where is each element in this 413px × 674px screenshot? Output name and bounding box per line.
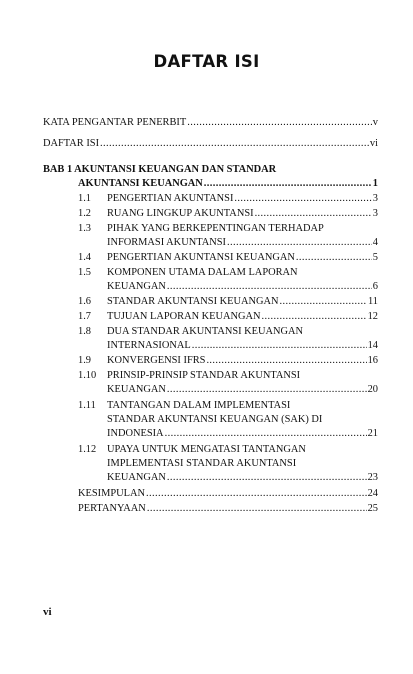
toc-entry-label-line: DUA STANDAR AKUNTANSI KEUANGAN (107, 326, 304, 337)
toc-page-number: 3 (372, 193, 378, 204)
toc-page-number: 23 (367, 472, 378, 483)
dot-leader (255, 207, 372, 221)
toc-entry-kesimpulan[interactable] (78, 487, 378, 501)
toc-entry-label: RUANG LINGKUP AKUNTANSI (107, 208, 254, 219)
toc-entry-1-11[interactable] (107, 427, 378, 441)
toc-page-number: 6 (372, 281, 378, 292)
dot-leader (146, 487, 367, 501)
toc-entry-1-3[interactable] (107, 236, 378, 250)
section-number: 1.11 (78, 400, 96, 411)
dot-leader (280, 295, 367, 309)
dot-leader (100, 137, 369, 151)
chapter-title-line: BAB 1 AKUNTANSI KEUANGAN DAN STANDAR (43, 164, 277, 175)
section-number: 1.7 (78, 311, 91, 322)
page-footer-number: vi (43, 606, 52, 618)
toc-entry-label-line: KOMPONEN UTAMA DALAM LAPORAN (107, 267, 298, 278)
toc-entry-1-1[interactable] (107, 192, 378, 206)
section-number: 1.9 (78, 355, 91, 366)
toc-entry-label: AKUNTANSI KEUANGAN (78, 178, 203, 189)
toc-entry-label-line: PIHAK YANG BERKEPENTINGAN TERHADAP (107, 223, 324, 234)
toc-page-number: 25 (367, 503, 378, 514)
toc-entry-1-5[interactable] (107, 280, 378, 294)
toc-entry-label-line: PRINSIP-PRINSIP STANDAR AKUNTANSI (107, 370, 301, 381)
toc-entry-label: DAFTAR ISI (43, 138, 100, 149)
toc-entry-label: KATA PENGANTAR PENERBIT (43, 117, 187, 128)
toc-page-number: 1 (372, 178, 378, 189)
toc-entry-label: PENGERTIAN AKUNTANSI (107, 193, 234, 204)
dot-leader (167, 471, 367, 485)
dot-leader (206, 354, 366, 368)
toc-entry-label-line: STANDAR AKUNTANSI KEUANGAN (SAK) DI (107, 414, 323, 425)
dot-leader (147, 502, 367, 516)
section-number: 1.8 (78, 326, 91, 337)
toc-entry-1-12[interactable] (107, 471, 378, 485)
toc-entry-label-line: TANTANGAN DALAM IMPLEMENTASI (107, 400, 291, 411)
toc-entry-bab-1[interactable] (78, 177, 378, 191)
toc-page-number: v (372, 117, 378, 128)
dot-leader (192, 339, 367, 353)
toc-entry-label: KEUANGAN (107, 472, 166, 483)
toc-page-number: 4 (372, 237, 378, 248)
toc-entry-1-9[interactable] (107, 354, 378, 368)
toc-entry-label: PENGERTIAN AKUNTANSI KEUANGAN (107, 252, 295, 263)
toc-page-number: 12 (367, 311, 378, 322)
dot-leader (204, 177, 372, 191)
dot-leader (165, 427, 367, 441)
toc-page-number: 16 (367, 355, 378, 366)
section-number: 1.10 (78, 370, 97, 381)
dot-leader (227, 236, 372, 250)
toc-entry-1-7[interactable] (107, 310, 378, 324)
toc-entry-label: INFORMASI AKUNTANSI (107, 237, 226, 248)
dot-leader (234, 192, 371, 206)
toc-entry-label: PERTANYAAN (78, 503, 146, 514)
toc-entry-label: KONVERGENSI IFRS (107, 355, 206, 366)
section-number: 1.6 (78, 296, 91, 307)
toc-entry-1-8[interactable] (107, 339, 378, 353)
toc-entry-1-10[interactable] (107, 383, 378, 397)
section-number: 1.12 (78, 444, 97, 455)
toc-entry-label: INTERNASIONAL (107, 340, 191, 351)
toc-page-number: 14 (367, 340, 378, 351)
toc-entry-1-2[interactable] (107, 207, 378, 221)
toc-entry-label-line: UPAYA UNTUK MENGATASI TANTANGAN (107, 444, 306, 455)
section-number: 1.5 (78, 267, 91, 278)
toc-page-number: 20 (367, 384, 378, 395)
toc-page-number: vi (369, 138, 378, 149)
toc-entry-label: INDONESIA (107, 428, 164, 439)
toc-page-number: 5 (372, 252, 378, 263)
toc-entry-label: STANDAR AKUNTANSI KEUANGAN (107, 296, 279, 307)
dot-leader (187, 116, 372, 130)
toc-entry-label-line: IMPLEMENTASI STANDAR AKUNTANSI (107, 458, 297, 469)
toc-entry-pertanyaan[interactable] (78, 502, 378, 516)
dot-leader (296, 251, 372, 265)
toc-entry-label: TUJUAN LAPORAN KEUANGAN (107, 311, 261, 322)
toc-entry-label: KESIMPULAN (78, 488, 145, 499)
toc-entry-1-4[interactable] (107, 251, 378, 265)
dot-leader (167, 280, 372, 294)
toc-entry-kata-pengantar[interactable] (43, 116, 378, 130)
section-number: 1.4 (78, 252, 91, 263)
section-number: 1.2 (78, 208, 91, 219)
toc-page-number: 24 (367, 488, 378, 499)
toc-page-number: 21 (367, 428, 378, 439)
dot-leader (167, 383, 367, 397)
toc-entry-label: KEUANGAN (107, 281, 166, 292)
toc-entry-1-6[interactable] (107, 295, 378, 309)
dot-leader (262, 310, 367, 324)
toc-page-number: 3 (372, 208, 378, 219)
section-number: 1.1 (78, 193, 91, 204)
toc-entry-label: KEUANGAN (107, 384, 166, 395)
section-number: 1.3 (78, 223, 91, 234)
toc-entry-daftar-isi[interactable] (43, 137, 378, 151)
toc-page-number: 11 (367, 296, 378, 307)
page-title: DAFTAR ISI (153, 52, 260, 71)
